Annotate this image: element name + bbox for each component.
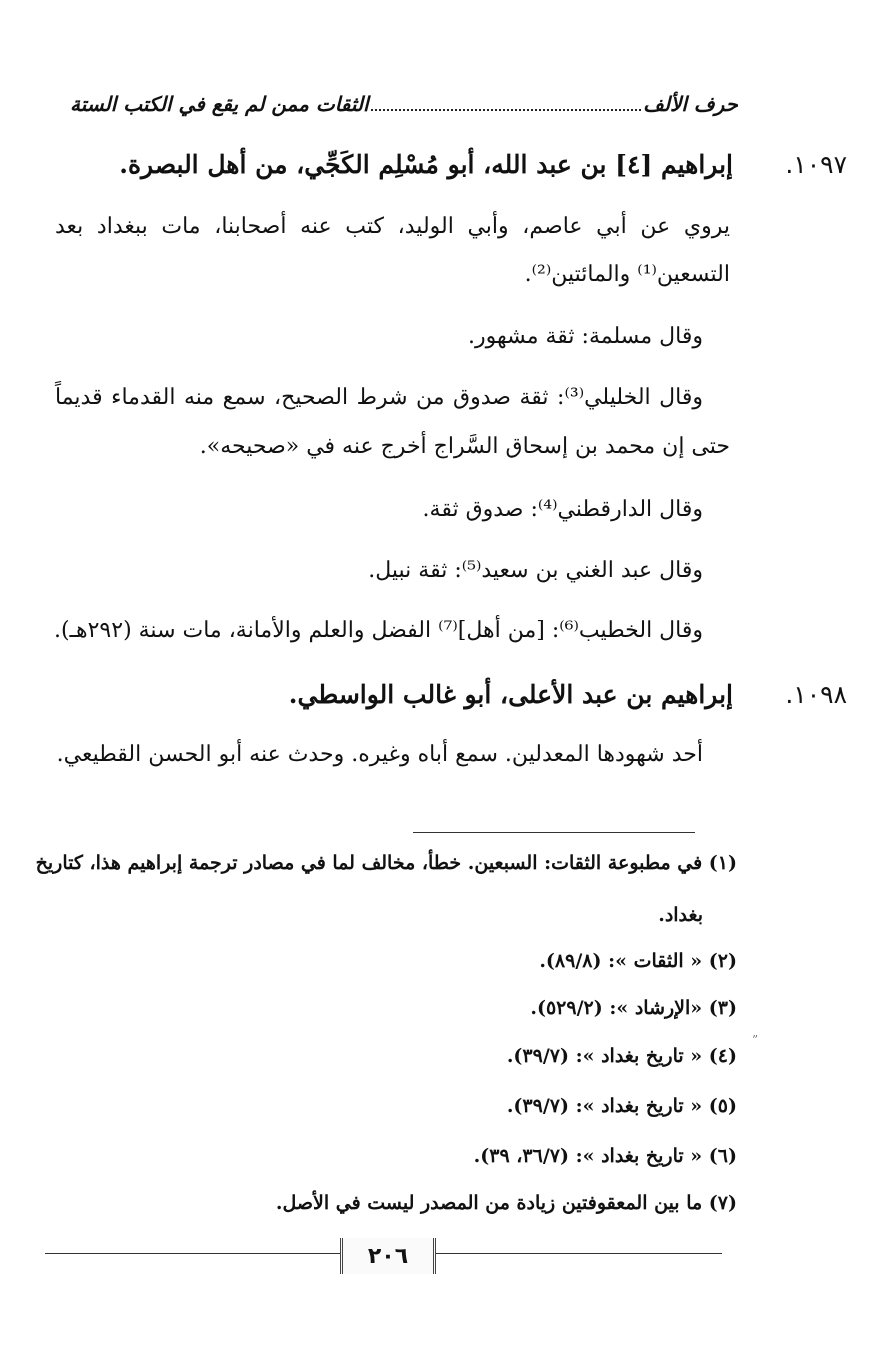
footnote: (٥) « تاريخ بغداد »: (٣٩/٧).	[506, 1095, 737, 1117]
footnote: (٣) «الإرشاد »: (٥٢٩/٢).	[530, 997, 737, 1019]
footnote: (٧) ما بين المعقوفتين زيادة من المصدر ليست في الأصل.	[275, 1192, 737, 1214]
footnote: (١) في مطبوعة الثقات: السبعين. خطأ، مخالف لما في مصادر ترجمة إبراهيم هذا، كتاريخ	[35, 852, 737, 874]
entry-text-line: حتى إن محمد بن إسحاق السَّراج أخرج عنه في «صحيحه».	[199, 434, 730, 459]
entry-number: ١٠٩٧.	[785, 150, 847, 179]
entry-text-line: وقال عبد الغني بن سعيد⁽⁵⁾: ثقة نبيل.	[368, 558, 703, 583]
footer-rule-left	[45, 1253, 340, 1254]
entry-text-line: وقال الخطيب⁽⁶⁾: [من أهل]⁽⁷⁾ الفضل والعلم والأمانة، مات سنة (٢٩٢هـ).	[53, 618, 703, 643]
entry-text-line: وقال الخليلي⁽³⁾: ثقة صدوق من شرط الصحيح، سمع منه القدماء قديماً	[55, 385, 703, 410]
footnote-separator	[413, 832, 695, 833]
running-header	[70, 88, 738, 120]
entry-text-line: التسعين⁽¹⁾ والمائتين⁽²⁾.	[524, 262, 730, 287]
running-header-leader-dots	[371, 108, 642, 111]
entry-text-line: وقال الدارقطني⁽⁴⁾: صدوق ثقة.	[422, 497, 703, 522]
footnote-continuation: بغداد.	[658, 904, 703, 926]
entry-text-line: يروي عن أبي عاصم، وأبي الوليد، كتب عنه أصحابنا، مات ببغداد بعد	[55, 214, 730, 239]
entry-heading: إبراهيم [٤] بن عبد الله، أبو مُسْلِم الكَجِّي، من أهل البصرة.	[119, 150, 733, 179]
stray-print-mark: ”	[752, 1033, 759, 1047]
running-header-section: حرف الألف	[643, 92, 738, 116]
page-number: ٢٠٦	[340, 1238, 436, 1274]
footnote: (٤) « تاريخ بغداد »: (٣٩/٧).	[506, 1045, 737, 1067]
footnote: (٢) « الثقات »: (٨٩/٨).	[539, 950, 737, 972]
entry-heading: إبراهيم بن عبد الأعلى، أبو غالب الواسطي.	[288, 680, 733, 709]
footer-rule-right	[430, 1253, 722, 1254]
entry-text-line: وقال مسلمة: ثقة مشهور.	[467, 324, 703, 349]
entry-number: ١٠٩٨.	[785, 680, 847, 709]
footnote: (٦) « تاريخ بغداد »: (٣٦/٧، ٣٩).	[473, 1145, 737, 1167]
running-header-book-title: الثقات ممن لم يقع في الكتب الستة	[70, 92, 369, 116]
entry-text-line: أحد شهودها المعدلين. سمع أباه وغيره. وحدث عنه أبو الحسن القطيعي.	[56, 742, 703, 767]
